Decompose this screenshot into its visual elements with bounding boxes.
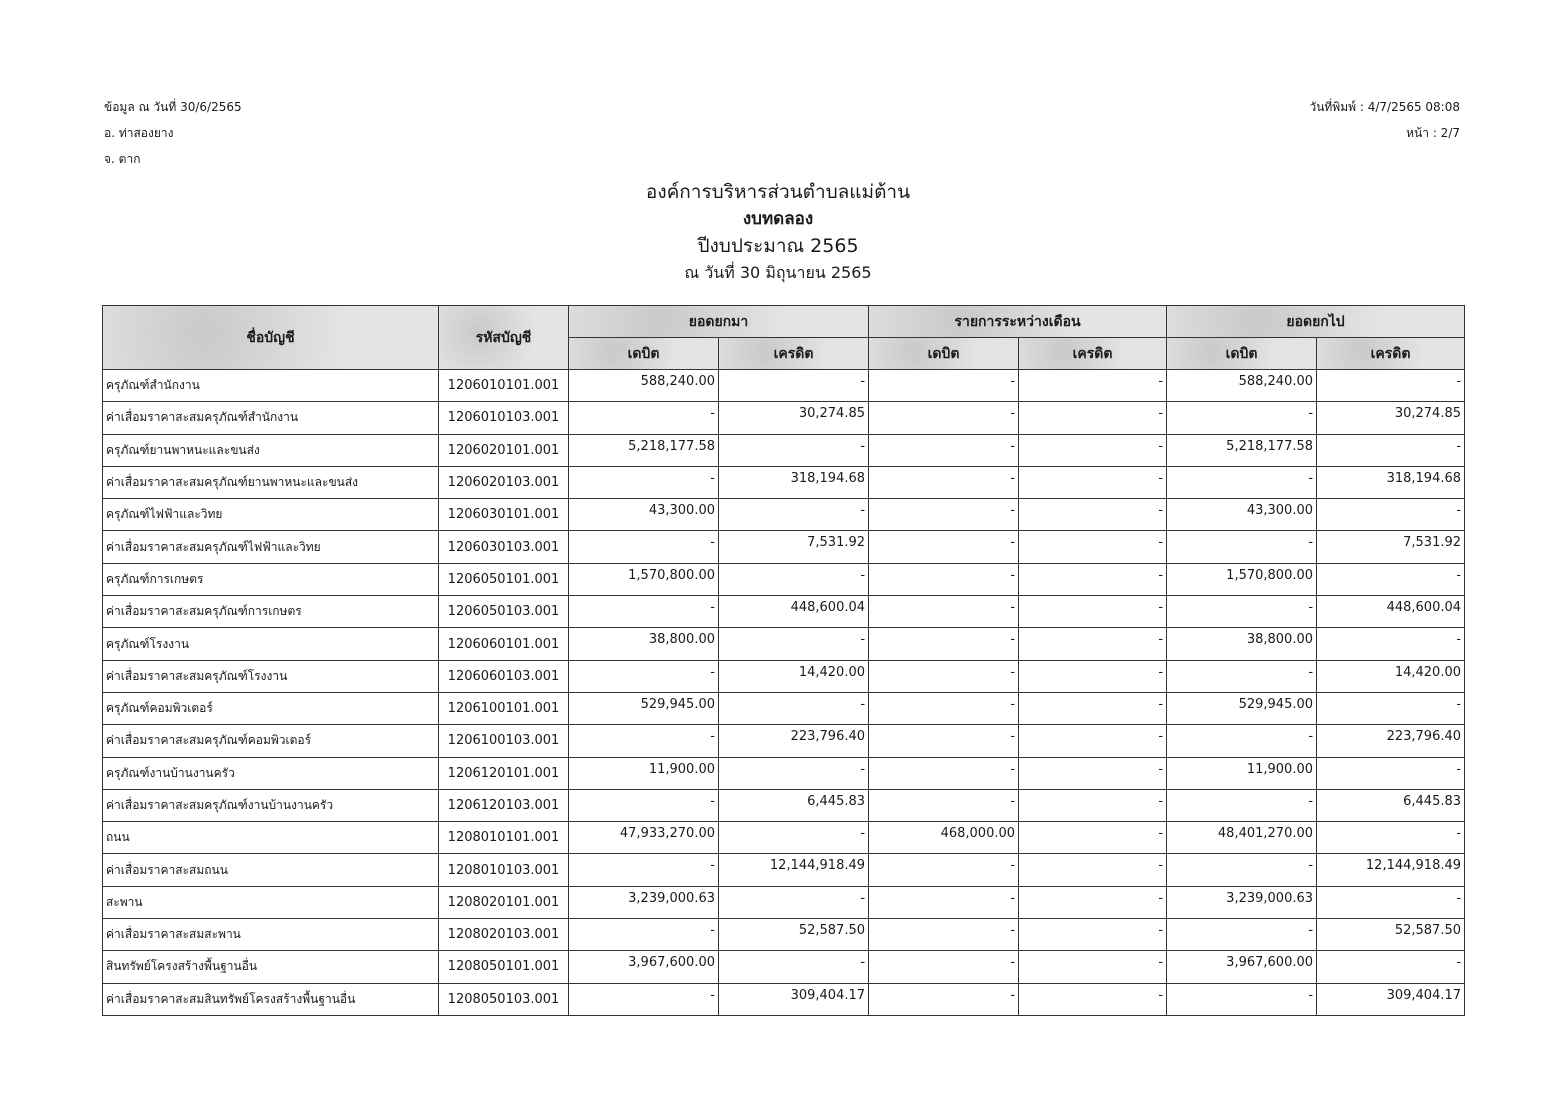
table-row <box>103 628 1465 660</box>
bf-debit-cell: 3,967,600.00 <box>569 951 719 983</box>
table-row <box>103 370 1465 402</box>
cf-credit-cell: 309,404.17 <box>1317 983 1465 1015</box>
month-credit-cell: - <box>1019 951 1167 983</box>
bf-debit-cell: 43,300.00 <box>569 499 719 531</box>
month-credit-cell: - <box>1019 854 1167 886</box>
bf-credit-cell: 30,274.85 <box>719 402 869 434</box>
month-debit-cell: - <box>869 466 1019 498</box>
cf-debit-cell: - <box>1167 531 1317 563</box>
bf-debit-cell: 11,900.00 <box>569 757 719 789</box>
trial-balance-table <box>102 305 1465 1016</box>
account-name-cell: ถนน <box>103 822 439 854</box>
cf-credit-cell: - <box>1317 499 1465 531</box>
month-credit-cell: - <box>1019 402 1167 434</box>
month-credit-cell: - <box>1019 919 1167 951</box>
bf-debit-cell: - <box>569 596 719 628</box>
cf-debit-cell: - <box>1167 854 1317 886</box>
account-code-cell: 1206060101.001 <box>439 628 569 660</box>
header-account-name: ชื่อบัญชี <box>103 306 439 370</box>
bf-credit-cell: 223,796.40 <box>719 725 869 757</box>
cf-debit-cell: 5,218,177.58 <box>1167 434 1317 466</box>
report-title: งบทดลอง <box>742 209 814 229</box>
cf-credit-cell: - <box>1317 757 1465 789</box>
cf-debit-cell: 43,300.00 <box>1167 499 1317 531</box>
header-left <box>104 94 242 172</box>
cf-credit-cell: - <box>1317 370 1465 402</box>
cf-debit-cell: - <box>1167 466 1317 498</box>
header-brought-forward: ยอดยกมา <box>569 306 869 338</box>
account-name-cell: ค่าเสื่อมราคาสะสมครุภัณฑ์งานบ้านงานครัว <box>103 789 439 821</box>
data-date: ข้อมูล ณ วันที่ 30/6/2565 <box>104 100 242 114</box>
header-bf-debit: เดบิต <box>569 338 719 370</box>
month-debit-cell: - <box>869 596 1019 628</box>
bf-debit-cell: - <box>569 854 719 886</box>
month-credit-cell: - <box>1019 466 1167 498</box>
month-debit-cell: 468,000.00 <box>869 822 1019 854</box>
cf-credit-cell: - <box>1317 434 1465 466</box>
month-debit-cell: - <box>869 919 1019 951</box>
bf-credit-cell: - <box>719 757 869 789</box>
table-row <box>103 854 1465 886</box>
bf-debit-cell: - <box>569 466 719 498</box>
bf-credit-cell: 318,194.68 <box>719 466 869 498</box>
month-debit-cell: - <box>869 434 1019 466</box>
bf-credit-cell: 14,420.00 <box>719 660 869 692</box>
month-credit-cell: - <box>1019 757 1167 789</box>
cf-credit-cell: 318,194.68 <box>1317 466 1465 498</box>
account-name-cell: ค่าเสื่อมราคาสะสมถนน <box>103 854 439 886</box>
account-name-cell: ค่าเสื่อมราคาสะสมสินทรัพย์โครงสร้างพื้นฐานอื่น <box>103 983 439 1015</box>
account-code-cell: 1206050103.001 <box>439 596 569 628</box>
month-debit-cell: - <box>869 757 1019 789</box>
month-debit-cell: - <box>869 499 1019 531</box>
month-credit-cell: - <box>1019 628 1167 660</box>
month-debit-cell: - <box>869 531 1019 563</box>
account-code-cell: 1206100103.001 <box>439 725 569 757</box>
cf-credit-cell: - <box>1317 951 1465 983</box>
table-row <box>103 886 1465 918</box>
bf-credit-cell: 448,600.04 <box>719 596 869 628</box>
cf-debit-cell: - <box>1167 725 1317 757</box>
account-name-cell: ค่าเสื่อมราคาสะสมครุภัณฑ์ยานพาหนะและขนส่ง <box>103 466 439 498</box>
fiscal-year: ปีงบประมาณ 2565 <box>697 235 859 257</box>
cf-credit-cell: - <box>1317 628 1465 660</box>
bf-credit-cell: 309,404.17 <box>719 983 869 1015</box>
account-name-cell: ค่าเสื่อมราคาสะสมครุภัณฑ์ไฟฟ้าและวิทย <box>103 531 439 563</box>
as-of-date: ณ วันที่ 30 มิถุนายน 2565 <box>684 263 872 282</box>
table-row <box>103 596 1465 628</box>
bf-credit-cell: 6,445.83 <box>719 789 869 821</box>
month-debit-cell: - <box>869 886 1019 918</box>
account-code-cell: 1208050103.001 <box>439 983 569 1015</box>
bf-credit-cell: 52,587.50 <box>719 919 869 951</box>
account-code-cell: 1206020103.001 <box>439 466 569 498</box>
header-during-month: รายการระหว่างเดือน <box>869 306 1167 338</box>
cf-credit-cell: 30,274.85 <box>1317 402 1465 434</box>
month-credit-cell: - <box>1019 434 1167 466</box>
cf-debit-cell: 588,240.00 <box>1167 370 1317 402</box>
bf-credit-cell: - <box>719 370 869 402</box>
cf-debit-cell: - <box>1167 596 1317 628</box>
cf-debit-cell: - <box>1167 789 1317 821</box>
month-credit-cell: - <box>1019 531 1167 563</box>
table-row <box>103 757 1465 789</box>
month-debit-cell: - <box>869 563 1019 595</box>
bf-debit-cell: - <box>569 660 719 692</box>
district: อ. ท่าสองยาง <box>104 126 174 140</box>
header-cf-credit: เครดิต <box>1317 338 1465 370</box>
month-debit-cell: - <box>869 692 1019 724</box>
bf-debit-cell: 38,800.00 <box>569 628 719 660</box>
bf-credit-cell: - <box>719 692 869 724</box>
table-row <box>103 789 1465 821</box>
account-code-cell: 1208010101.001 <box>439 822 569 854</box>
table-row <box>103 951 1465 983</box>
table-row <box>103 919 1465 951</box>
bf-credit-cell: - <box>719 886 869 918</box>
month-credit-cell: - <box>1019 886 1167 918</box>
bf-credit-cell: - <box>719 628 869 660</box>
cf-credit-cell: 223,796.40 <box>1317 725 1465 757</box>
month-debit-cell: - <box>869 660 1019 692</box>
account-code-cell: 1208010103.001 <box>439 854 569 886</box>
header-month-debit: เดบิต <box>869 338 1019 370</box>
cf-credit-cell: - <box>1317 886 1465 918</box>
account-name-cell: ครุภัณฑ์คอมพิวเตอร์ <box>103 692 439 724</box>
month-debit-cell: - <box>869 983 1019 1015</box>
account-name-cell: ครุภัณฑ์งานบ้านงานครัว <box>103 757 439 789</box>
account-name-cell: ค่าเสื่อมราคาสะสมสะพาน <box>103 919 439 951</box>
account-code-cell: 1208050101.001 <box>439 951 569 983</box>
month-debit-cell: - <box>869 402 1019 434</box>
cf-debit-cell: - <box>1167 983 1317 1015</box>
account-name-cell: ครุภัณฑ์ยานพาหนะและขนส่ง <box>103 434 439 466</box>
cf-debit-cell: 11,900.00 <box>1167 757 1317 789</box>
bf-debit-cell: 5,218,177.58 <box>569 434 719 466</box>
table-body <box>103 370 1465 1016</box>
table-row <box>103 725 1465 757</box>
bf-credit-cell: - <box>719 563 869 595</box>
month-credit-cell: - <box>1019 660 1167 692</box>
account-name-cell: ครุภัณฑ์สำนักงาน <box>103 370 439 402</box>
header-cf-debit: เดบิต <box>1167 338 1317 370</box>
cf-debit-cell: 1,570,800.00 <box>1167 563 1317 595</box>
account-name-cell: ครุภัณฑ์การเกษตร <box>103 563 439 595</box>
cf-debit-cell: - <box>1167 402 1317 434</box>
month-credit-cell: - <box>1019 596 1167 628</box>
cf-debit-cell: 529,945.00 <box>1167 692 1317 724</box>
month-debit-cell: - <box>869 951 1019 983</box>
month-credit-cell: - <box>1019 563 1167 595</box>
cf-debit-cell: - <box>1167 660 1317 692</box>
month-debit-cell: - <box>869 370 1019 402</box>
bf-debit-cell: - <box>569 919 719 951</box>
account-name-cell: ค่าเสื่อมราคาสะสมครุภัณฑ์สำนักงาน <box>103 402 439 434</box>
bf-debit-cell: - <box>569 402 719 434</box>
month-debit-cell: - <box>869 789 1019 821</box>
table-row <box>103 660 1465 692</box>
header-right <box>1309 94 1460 146</box>
table-row <box>103 434 1465 466</box>
account-name-cell: ครุภัณฑ์ไฟฟ้าและวิทย <box>103 499 439 531</box>
bf-credit-cell: - <box>719 434 869 466</box>
account-code-cell: 1206030101.001 <box>439 499 569 531</box>
cf-credit-cell: - <box>1317 563 1465 595</box>
month-debit-cell: - <box>869 854 1019 886</box>
account-code-cell: 1206030103.001 <box>439 531 569 563</box>
header-bf-credit: เครดิต <box>719 338 869 370</box>
account-name-cell: ค่าเสื่อมราคาสะสมครุภัณฑ์คอมพิวเตอร์ <box>103 725 439 757</box>
bf-credit-cell: - <box>719 951 869 983</box>
account-code-cell: 1206120103.001 <box>439 789 569 821</box>
account-name-cell: สินทรัพย์โครงสร้างพื้นฐานอื่น <box>103 951 439 983</box>
table-row <box>103 531 1465 563</box>
report-titles <box>0 178 1556 286</box>
header-carried-forward: ยอดยกไป <box>1167 306 1465 338</box>
cf-debit-cell: 48,401,270.00 <box>1167 822 1317 854</box>
account-name-cell: ค่าเสื่อมราคาสะสมครุภัณฑ์โรงงาน <box>103 660 439 692</box>
month-credit-cell: - <box>1019 983 1167 1015</box>
month-credit-cell: - <box>1019 822 1167 854</box>
table-row <box>103 402 1465 434</box>
month-debit-cell: - <box>869 725 1019 757</box>
table-row <box>103 692 1465 724</box>
bf-debit-cell: - <box>569 725 719 757</box>
account-code-cell: 1206010103.001 <box>439 402 569 434</box>
table-row <box>103 822 1465 854</box>
cf-debit-cell: 38,800.00 <box>1167 628 1317 660</box>
account-code-cell: 1208020101.001 <box>439 886 569 918</box>
month-credit-cell: - <box>1019 499 1167 531</box>
header-month-credit: เครดิต <box>1019 338 1167 370</box>
cf-debit-cell: 3,239,000.63 <box>1167 886 1317 918</box>
bf-debit-cell: 529,945.00 <box>569 692 719 724</box>
table-row <box>103 983 1465 1015</box>
cf-debit-cell: 3,967,600.00 <box>1167 951 1317 983</box>
month-credit-cell: - <box>1019 789 1167 821</box>
month-credit-cell: - <box>1019 725 1167 757</box>
org-name: องค์การบริหารส่วนตำบลแม่ต้าน <box>645 181 911 203</box>
account-code-cell: 1206010101.001 <box>439 370 569 402</box>
table-row <box>103 499 1465 531</box>
bf-debit-cell: 3,239,000.63 <box>569 886 719 918</box>
page-number: หน้า : 2/7 <box>1406 126 1460 140</box>
bf-credit-cell: - <box>719 822 869 854</box>
table-row <box>103 563 1465 595</box>
month-debit-cell: - <box>869 628 1019 660</box>
cf-credit-cell: 14,420.00 <box>1317 660 1465 692</box>
cf-credit-cell: 12,144,918.49 <box>1317 854 1465 886</box>
bf-debit-cell: - <box>569 789 719 821</box>
cf-credit-cell: - <box>1317 692 1465 724</box>
account-name-cell: ครุภัณฑ์โรงงาน <box>103 628 439 660</box>
cf-credit-cell: - <box>1317 822 1465 854</box>
bf-credit-cell: 12,144,918.49 <box>719 854 869 886</box>
bf-credit-cell: 7,531.92 <box>719 531 869 563</box>
account-code-cell: 1206060103.001 <box>439 660 569 692</box>
print-date: วันที่พิมพ์ : 4/7/2565 08:08 <box>1309 100 1460 114</box>
account-code-cell: 1206100101.001 <box>439 692 569 724</box>
bf-debit-cell: 588,240.00 <box>569 370 719 402</box>
account-code-cell: 1206050101.001 <box>439 563 569 595</box>
cf-credit-cell: 7,531.92 <box>1317 531 1465 563</box>
cf-debit-cell: - <box>1167 919 1317 951</box>
month-credit-cell: - <box>1019 692 1167 724</box>
account-name-cell: ค่าเสื่อมราคาสะสมครุภัณฑ์การเกษตร <box>103 596 439 628</box>
bf-debit-cell: - <box>569 531 719 563</box>
table-row <box>103 466 1465 498</box>
account-code-cell: 1206020101.001 <box>439 434 569 466</box>
cf-credit-cell: 448,600.04 <box>1317 596 1465 628</box>
bf-debit-cell: 1,570,800.00 <box>569 563 719 595</box>
bf-debit-cell: - <box>569 983 719 1015</box>
account-code-cell: 1206120101.001 <box>439 757 569 789</box>
header-account-code: รหัสบัญชี <box>439 306 569 370</box>
cf-credit-cell: 52,587.50 <box>1317 919 1465 951</box>
province: จ. ตาก <box>104 152 141 166</box>
account-code-cell: 1208020103.001 <box>439 919 569 951</box>
cf-credit-cell: 6,445.83 <box>1317 789 1465 821</box>
month-credit-cell: - <box>1019 370 1167 402</box>
account-name-cell: สะพาน <box>103 886 439 918</box>
bf-debit-cell: 47,933,270.00 <box>569 822 719 854</box>
bf-credit-cell: - <box>719 499 869 531</box>
